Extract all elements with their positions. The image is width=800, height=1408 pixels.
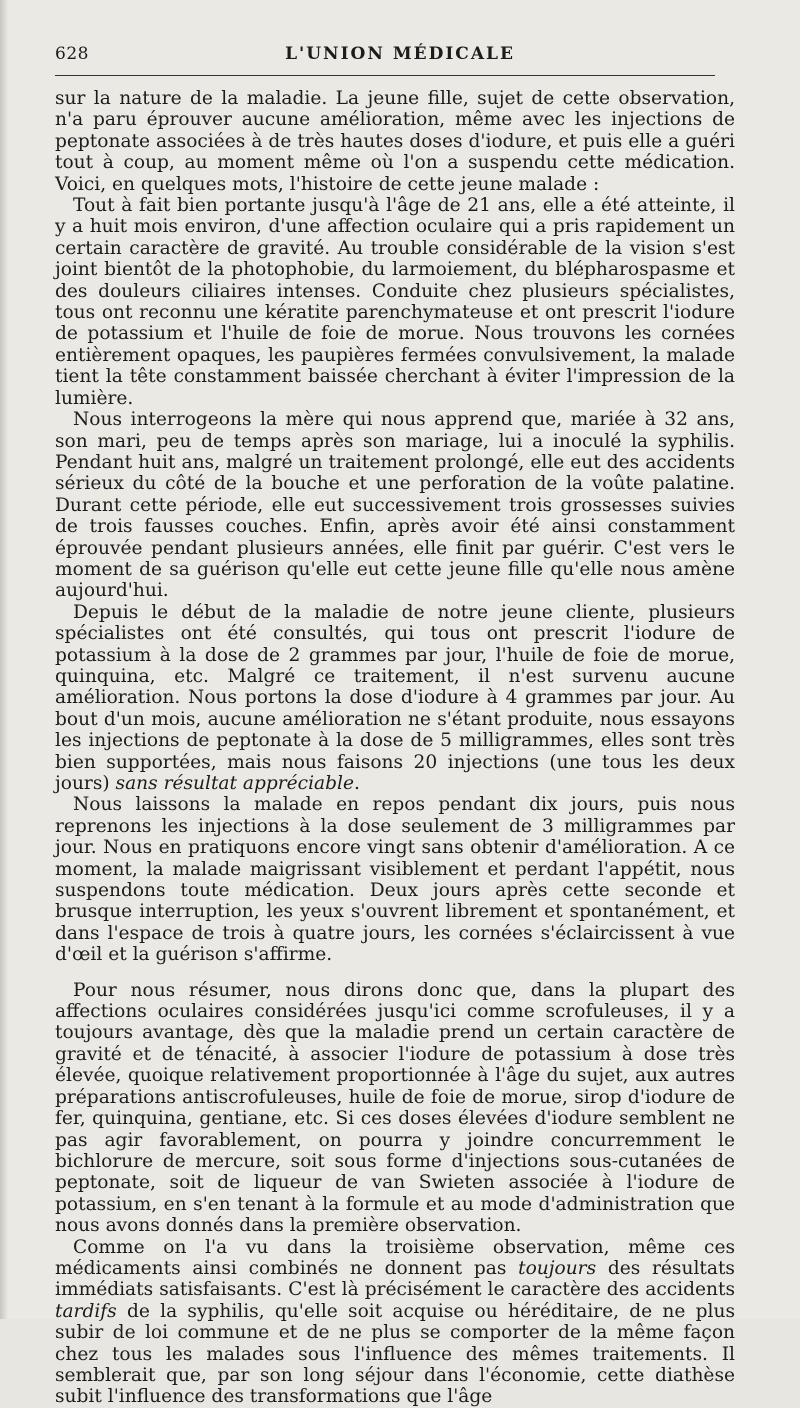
- italic-phrase: sans résultat appréciable: [115, 773, 354, 794]
- paragraph: Depuis le début de la maladie de notre jeune cliente, plusieurs spécialistes ont été consultés, qui tous ont prescrit l'iodure de potassium à la dose de 2 grammes par jour, l'huile de foie de morue, quinquina, etc. Malgré ce traitement, il n'est survenu aucune amélioration. Nous portons la dose d'iodure à 4 grammes par jour. Au bout d'un mois, aucune amélioration ne s'étant produite, nous essayons les injections de peptonate à la dose de 5 milligrammes, elles sont très bien supportées, mais nous faisons 20 injections (une tous les deux jours) sans résultat appréciable.: [55, 601, 735, 794]
- running-title: L'UNION MÉDICALE: [285, 44, 515, 64]
- paragraph: Pour nous résumer, nous dirons donc que, dans la plupart des affections oculaires considérées jusqu'ici comme scrofuleuses, il y a toujours avantage, dès que la maladie prend un certain caractère de gravité et de ténacité, à associer l'iodure de potassium à dose très élevée, quoique relativement proportionnée à l'âge du sujet, aux autres préparations antiscrofuleuses, huile de foie de morue, sirop d'iodure de fer, quinquina, gentiane, etc. Si ces doses élevées d'iodure semblent ne pas agir favorablement, on pourra y joindre concurremment le bichlorure de mercure, soit sous forme d'injections sous-cutanées de peptonate, soit de liqueur de van Swieten associée à l'iodure de potassium, en s'en tenant à la formule et au mode d'administration que nous avons donnés dans la première observation.: [55, 979, 735, 1237]
- header-rule: [55, 75, 715, 76]
- body-text: [55, 88, 735, 1408]
- paragraph: Comme on l'a vu dans la troisième observation, même ces médicaments ainsi combinés ne donnent pas toujours des résultats immédiats satisfaisants. C'est là précisément le caractère des accidents tardifs de la syphilis, qu'elle soit acquise ou héréditaire, de ne plus subir de loi commune et de ne plus se comporter de la même façon chez tous les malades sous l'influence des mêmes traitements. Il semblerait que, par son long séjour dans l'économie, cette diathèse subit l'influence des transformations que l'âge: [55, 1236, 735, 1408]
- page-number: 628: [55, 44, 89, 64]
- paragraph: sur la nature de la maladie. La jeune fille, sujet de cette observation, n'a paru éprouver aucune amélioration, même avec les injections de peptonate associées à de très hautes doses d'iodure, et puis elle a guéri tout à coup, au moment même où l'on a suspendu cette médication. Voici, en quelques mots, l'histoire de cette jeune malade :: [55, 88, 735, 195]
- page-edge: [0, 0, 8, 1319]
- paragraph: Nous laissons la malade en repos pendant dix jours, puis nous reprenons les injections à la dose seulement de 3 milligrammes par jour. Nous en pratiquons encore vingt sans obtenir d'amélioration. A ce moment, la malade maigrissant visiblement et perdant l'appétit, nous suspendons toute médication. Deux jours après cette seconde et brusque interruption, les yeux s'ouvrent librement et spontanément, et dans l'espace de trois à quatre jours, les cornées s'éclaircissent à vue d'œil et la guérison s'affirme.: [55, 794, 735, 966]
- paragraph: Nous interrogeons la mère qui nous apprend que, mariée à 32 ans, son mari, peu de temps après son mariage, lui a inoculé la syphilis. Pendant huit ans, malgré un traitement prolongé, elle eut des accidents sérieux du côté de la bouche et une perforation de la voûte palatine. Durant cette période, elle eut successivement trois grossesses suivies de trois fausses couches. Enfin, après avoir été ainsi constamment éprouvée pendant plusieurs années, elle finit par guérir. C'est vers le moment de sa guérison qu'elle eut cette jeune fille qu'elle nous amène aujourd'hui.: [55, 409, 735, 602]
- paragraph: Tout à fait bien portante jusqu'à l'âge de 21 ans, elle a été atteinte, il y a huit mois environ, d'une affection oculaire qui a pris rapidement un certain caractère de gravité. Au trouble considérable de la vision s'est joint bientôt de la photophobie, du larmoiement, du blépharospasme et des douleurs ciliaires intenses. Conduite chez plusieurs spécialistes, tous ont reconnu une kératite parenchymateuse et ont prescrit l'iodure de potassium et l'huile de foie de morue. Nous trouvons les cornées entièrement opaques, les paupières fermées convulsivement, la malade tient la tête constamment baissée cherchant à éviter l'impression de la lumière.: [55, 195, 735, 409]
- italic-word: toujours: [518, 1257, 597, 1279]
- page-header: [55, 44, 745, 68]
- italic-word: tardifs: [55, 1300, 117, 1322]
